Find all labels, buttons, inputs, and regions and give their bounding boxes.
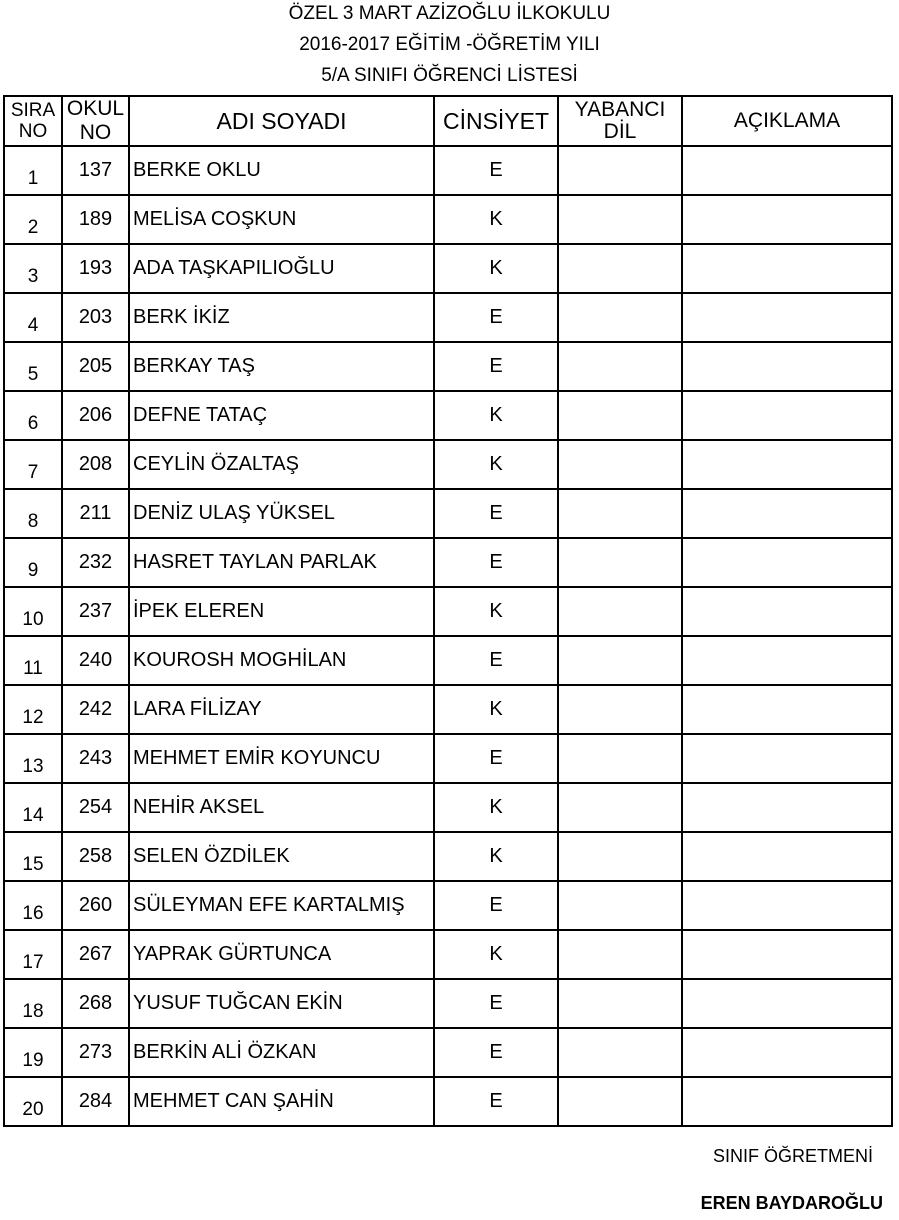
row-gender: K: [434, 244, 558, 293]
row-sira-no: 10: [4, 587, 62, 636]
row-gender: K: [434, 685, 558, 734]
row-student-name: BERK İKİZ: [129, 293, 434, 342]
row-student-name: YUSUF TUĞCAN EKİN: [129, 979, 434, 1028]
table-row: [4, 538, 892, 587]
row-student-name: İPEK ELEREN: [129, 587, 434, 636]
row-sira-no: 4: [4, 293, 62, 342]
row-sira-no: 20: [4, 1077, 62, 1126]
row-okul-no: 268: [62, 979, 129, 1028]
row-gender: E: [434, 489, 558, 538]
row-sira-no: 14: [4, 783, 62, 832]
header-cinsiyet: CİNSİYET: [434, 96, 558, 146]
row-note: [682, 587, 892, 636]
row-note: [682, 489, 892, 538]
row-student-name: DENİZ ULAŞ YÜKSEL: [129, 489, 434, 538]
row-gender: E: [434, 734, 558, 783]
row-foreign-language: [558, 636, 682, 685]
header-sira-line2: NO: [18, 121, 48, 142]
row-foreign-language: [558, 342, 682, 391]
row-foreign-language: [558, 538, 682, 587]
row-sira-no: 7: [4, 440, 62, 489]
row-sira-no: 19: [4, 1028, 62, 1077]
row-note: [682, 930, 892, 979]
row-sira-no: 18: [4, 979, 62, 1028]
row-sira-no: 13: [4, 734, 62, 783]
row-okul-no: 237: [62, 587, 129, 636]
row-okul-no: 137: [62, 146, 129, 195]
row-okul-no: 211: [62, 489, 129, 538]
row-gender: E: [434, 538, 558, 587]
row-student-name: CEYLİN ÖZALTAŞ: [129, 440, 434, 489]
row-note: [682, 195, 892, 244]
table-row: [4, 489, 892, 538]
row-okul-no: 205: [62, 342, 129, 391]
row-okul-no: 193: [62, 244, 129, 293]
row-sira-no: 5: [4, 342, 62, 391]
row-note: [682, 1077, 892, 1126]
table-row: [4, 832, 892, 881]
row-sira-no: 1: [4, 146, 62, 195]
row-note: [682, 783, 892, 832]
table-row: [4, 734, 892, 783]
row-foreign-language: [558, 391, 682, 440]
row-note: [682, 244, 892, 293]
row-gender: E: [434, 881, 558, 930]
row-okul-no: 232: [62, 538, 129, 587]
table-header-row: [4, 96, 892, 146]
row-note: [682, 979, 892, 1028]
row-sira-no: 11: [4, 636, 62, 685]
table-row: [4, 979, 892, 1028]
row-note: [682, 832, 892, 881]
table-row: [4, 685, 892, 734]
row-sira-no: 3: [4, 244, 62, 293]
row-note: [682, 538, 892, 587]
row-student-name: YAPRAK GÜRTUNCA: [129, 930, 434, 979]
row-note: [682, 881, 892, 930]
row-student-name: BERKAY TAŞ: [129, 342, 434, 391]
row-student-name: BERKE OKLU: [129, 146, 434, 195]
row-foreign-language: [558, 1028, 682, 1077]
row-student-name: ADA TAŞKAPILIOĞLU: [129, 244, 434, 293]
row-student-name: SELEN ÖZDİLEK: [129, 832, 434, 881]
row-okul-no: 208: [62, 440, 129, 489]
row-okul-no: 284: [62, 1077, 129, 1126]
row-foreign-language: [558, 587, 682, 636]
row-student-name: SÜLEYMAN EFE KARTALMIŞ: [129, 881, 434, 930]
table-row: [4, 440, 892, 489]
row-foreign-language: [558, 979, 682, 1028]
table-row: [4, 342, 892, 391]
header-sira-line1: SIRA: [10, 100, 56, 121]
row-gender: K: [434, 440, 558, 489]
row-foreign-language: [558, 832, 682, 881]
header-okul-line1: OKUL: [66, 97, 125, 120]
row-gender: K: [434, 832, 558, 881]
row-student-name: MEHMET EMİR KOYUNCU: [129, 734, 434, 783]
row-okul-no: 258: [62, 832, 129, 881]
row-student-name: BERKİN ALİ ÖZKAN: [129, 1028, 434, 1077]
row-note: [682, 342, 892, 391]
row-foreign-language: [558, 930, 682, 979]
row-sira-no: 6: [4, 391, 62, 440]
row-student-name: KOUROSH MOGHİLAN: [129, 636, 434, 685]
row-gender: K: [434, 930, 558, 979]
row-okul-no: 240: [62, 636, 129, 685]
school-name: ÖZEL 3 MART AZİZOĞLU İLKOKULU: [288, 3, 611, 24]
row-okul-no: 189: [62, 195, 129, 244]
row-foreign-language: [558, 734, 682, 783]
row-gender: K: [434, 391, 558, 440]
row-note: [682, 293, 892, 342]
row-foreign-language: [558, 244, 682, 293]
row-okul-no: 260: [62, 881, 129, 930]
row-foreign-language: [558, 440, 682, 489]
table-row: [4, 391, 892, 440]
row-student-name: NEHİR AKSEL: [129, 783, 434, 832]
row-foreign-language: [558, 146, 682, 195]
row-sira-no: 9: [4, 538, 62, 587]
row-gender: E: [434, 293, 558, 342]
table-row: [4, 930, 892, 979]
row-note: [682, 391, 892, 440]
table-row: [4, 636, 892, 685]
header-sira-no: [4, 96, 62, 146]
row-sira-no: 15: [4, 832, 62, 881]
header-yabanci-dil: [558, 96, 682, 146]
row-foreign-language: [558, 293, 682, 342]
row-gender: E: [434, 979, 558, 1028]
header-yabanci-line2: DİL: [603, 120, 637, 143]
list-title: 5/A SINIFI ÖĞRENCİ LİSTESİ: [321, 65, 578, 86]
student-list-table: [3, 95, 893, 1127]
row-note: [682, 636, 892, 685]
row-sira-no: 12: [4, 685, 62, 734]
header-aciklama: AÇIKLAMA: [682, 96, 892, 146]
row-okul-no: 267: [62, 930, 129, 979]
row-student-name: HASRET TAYLAN PARLAK: [129, 538, 434, 587]
row-note: [682, 146, 892, 195]
header-yabanci-line1: YABANCI: [574, 98, 666, 121]
row-foreign-language: [558, 195, 682, 244]
header-adi-soyadi: ADI SOYADI: [129, 96, 434, 146]
row-sira-no: 2: [4, 195, 62, 244]
row-gender: E: [434, 146, 558, 195]
row-sira-no: 8: [4, 489, 62, 538]
teacher-name: EREN BAYDAROĞLU: [700, 1193, 883, 1213]
row-note: [682, 1028, 892, 1077]
row-foreign-language: [558, 489, 682, 538]
row-note: [682, 734, 892, 783]
teacher-role-label: SINIF ÖĞRETMENİ: [712, 1146, 873, 1166]
row-gender: K: [434, 783, 558, 832]
row-okul-no: 243: [62, 734, 129, 783]
row-gender: K: [434, 195, 558, 244]
row-note: [682, 685, 892, 734]
row-gender: E: [434, 1077, 558, 1126]
row-okul-no: 254: [62, 783, 129, 832]
header-okul-line2: NO: [79, 121, 112, 144]
row-okul-no: 273: [62, 1028, 129, 1077]
row-okul-no: 242: [62, 685, 129, 734]
table-row: [4, 881, 892, 930]
row-gender: E: [434, 636, 558, 685]
row-gender: E: [434, 1028, 558, 1077]
academic-year: 2016-2017 EĞİTİM -ÖĞRETİM YILI: [299, 34, 600, 55]
table-row: [4, 146, 892, 195]
row-foreign-language: [558, 881, 682, 930]
table-row: [4, 1077, 892, 1126]
row-foreign-language: [558, 783, 682, 832]
row-student-name: LARA FİLİZAY: [129, 685, 434, 734]
row-okul-no: 206: [62, 391, 129, 440]
row-gender: K: [434, 587, 558, 636]
row-okul-no: 203: [62, 293, 129, 342]
row-foreign-language: [558, 685, 682, 734]
table-row: [4, 587, 892, 636]
header-okul-no: [62, 96, 129, 146]
row-student-name: MEHMET CAN ŞAHİN: [129, 1077, 434, 1126]
row-student-name: MELİSA COŞKUN: [129, 195, 434, 244]
row-gender: E: [434, 342, 558, 391]
table-row: [4, 1028, 892, 1077]
table-row: [4, 244, 892, 293]
table-row: [4, 293, 892, 342]
row-foreign-language: [558, 1077, 682, 1126]
row-note: [682, 440, 892, 489]
row-sira-no: 17: [4, 930, 62, 979]
table-row: [4, 195, 892, 244]
row-sira-no: 16: [4, 881, 62, 930]
row-student-name: DEFNE TATAÇ: [129, 391, 434, 440]
table-row: [4, 783, 892, 832]
